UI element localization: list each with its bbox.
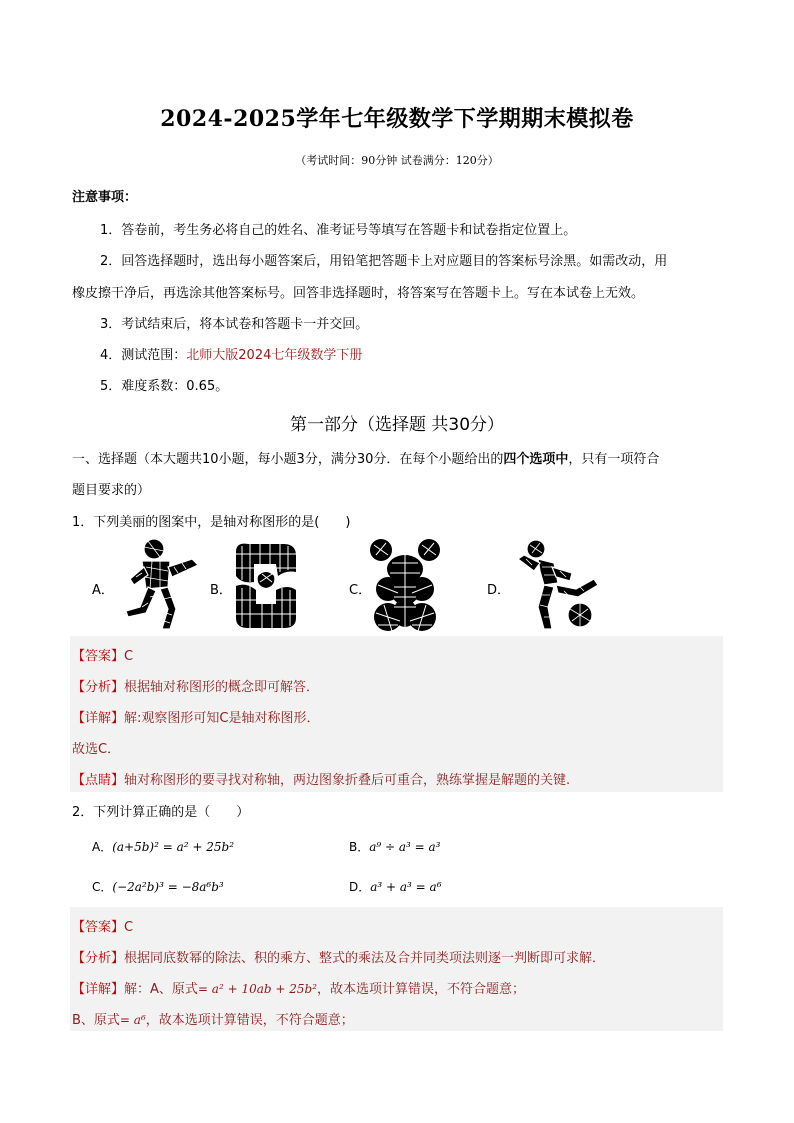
q2-option-a-expr: (a+5b)² = a² + 25b² <box>112 840 235 854</box>
section-title: 第一部分（选择题 共30分） <box>289 415 505 435</box>
detail-b-pre: B、原式 <box>72 1013 120 1028</box>
detail-tag: 【详解】 <box>72 982 125 997</box>
exam-info: （考试时间：90分钟 试卷满分：120分） <box>295 154 499 167</box>
q2-option-c-label: C． <box>92 880 113 894</box>
q1-option-a-label: A． <box>92 583 114 598</box>
q2-option-b <box>349 838 441 855</box>
answer-tag: 【答案】 <box>72 920 125 935</box>
answer-value: C <box>124 920 134 935</box>
tip-text: 轴对称图形的要寻找对称轴，两边图象折叠后可重合，熟练掌握是解题的关键. <box>124 773 571 788</box>
figure-a-image <box>112 537 202 632</box>
detail-b-expr: = a⁶ <box>119 1013 146 1027</box>
detail-tag: 【详解】 <box>72 711 125 726</box>
q1-analysis <box>72 676 319 695</box>
note-5: 5．难度系数：0.65。 <box>100 379 229 394</box>
analysis-tag: 【分析】 <box>72 951 125 966</box>
q1-answer <box>72 645 133 664</box>
q1-option-c-label: C． <box>349 583 372 598</box>
q1-option-b-label: B． <box>210 583 232 598</box>
figure-c-image <box>368 537 442 633</box>
q1-stem: 1．下列美丽的图案中，是轴对称图形的是( ) <box>72 515 351 530</box>
detail-b-post: ，故本选项计算错误，不符合题意； <box>145 1013 354 1028</box>
part-intro-line2: 题目要求的） <box>72 483 151 498</box>
q2-option-c-expr: (−2a²b)³ = −8a⁶b³ <box>112 880 224 894</box>
q2-answer <box>72 916 133 935</box>
q2-option-d <box>349 878 442 895</box>
q1-tip <box>72 769 570 788</box>
analysis-text: 根据同底数幂的除法、积的乘方、整式的乘法及合并同类项法则逐一判断即可求解． <box>124 951 606 966</box>
answer-value: C <box>124 649 134 664</box>
note-4 <box>100 344 362 363</box>
q2-detail-a <box>72 978 525 997</box>
intro-bold: 四个选项中 <box>503 452 569 467</box>
q2-option-b-label: B． <box>349 840 370 854</box>
notes-heading: 注意事项： <box>72 190 138 205</box>
q2-analysis <box>72 947 605 966</box>
q2-stem: 2．下列计算正确的是（ ） <box>72 805 250 820</box>
answer-tag: 【答案】 <box>72 649 125 664</box>
analysis-text: 根据轴对称图形的概念即可解答． <box>124 680 320 695</box>
note-1: 1．答卷前，考生务必将自己的姓名、准考证号等填写在答题卡和试卷指定位置上。 <box>100 223 577 238</box>
analysis-tag: 【分析】 <box>72 680 125 695</box>
detail-text: 解:观察图形可知C是轴对称图形． <box>124 711 320 726</box>
page-title: 2024-2025学年七年级数学下学期期末模拟卷 <box>160 106 634 132</box>
note-4-label: 4．测试范围： <box>100 348 187 363</box>
note-3: 3．考试结束后，将本试卷和答题卡一并交回。 <box>100 317 369 332</box>
q2-option-d-expr: a³ + a³ = a⁶ <box>370 880 442 894</box>
detail-a-post: ，故本选项计算错误，不符合题意； <box>317 982 526 997</box>
detail-a-expr: = a² + 10ab + 25b² <box>197 982 317 996</box>
q1-option-d-label: D． <box>487 583 511 598</box>
q1-conclusion: 故选C． <box>72 742 121 757</box>
test-scope: 北师大版2024七年级数学下册 <box>186 348 363 363</box>
part-intro-line1 <box>72 448 732 467</box>
note-2-cont: 橡皮擦干净后，再选涂其他答案标号。回答非选择题时，将答案写在答题卡上。写在本试卷上无效。 <box>72 286 645 301</box>
figure-b-image <box>232 542 300 630</box>
detail-a-pre: 解：A、原式 <box>124 982 198 997</box>
q2-option-d-label: D． <box>349 880 371 894</box>
figure-d-image <box>508 537 600 633</box>
q2-option-a <box>92 838 234 855</box>
tip-tag: 【点睛】 <box>72 773 125 788</box>
intro-text: 一、选择题（本大题共10小题，每小题3分，满分30分．在每个小题给出的 <box>72 452 504 467</box>
q2-option-a-label: A． <box>92 840 113 854</box>
q2-detail-b <box>72 1009 354 1028</box>
note-2: 2．回答选择题时，选出每小题答案后，用铅笔把答题卡上对应题目的答案标号涂黑。如需改动，用 <box>100 254 668 269</box>
q2-option-c <box>92 878 224 895</box>
q2-option-b-expr: a⁹ ÷ a³ = a³ <box>369 840 441 854</box>
q1-detail <box>72 707 319 726</box>
intro-text-end: ，只有一项符合 <box>568 452 660 467</box>
